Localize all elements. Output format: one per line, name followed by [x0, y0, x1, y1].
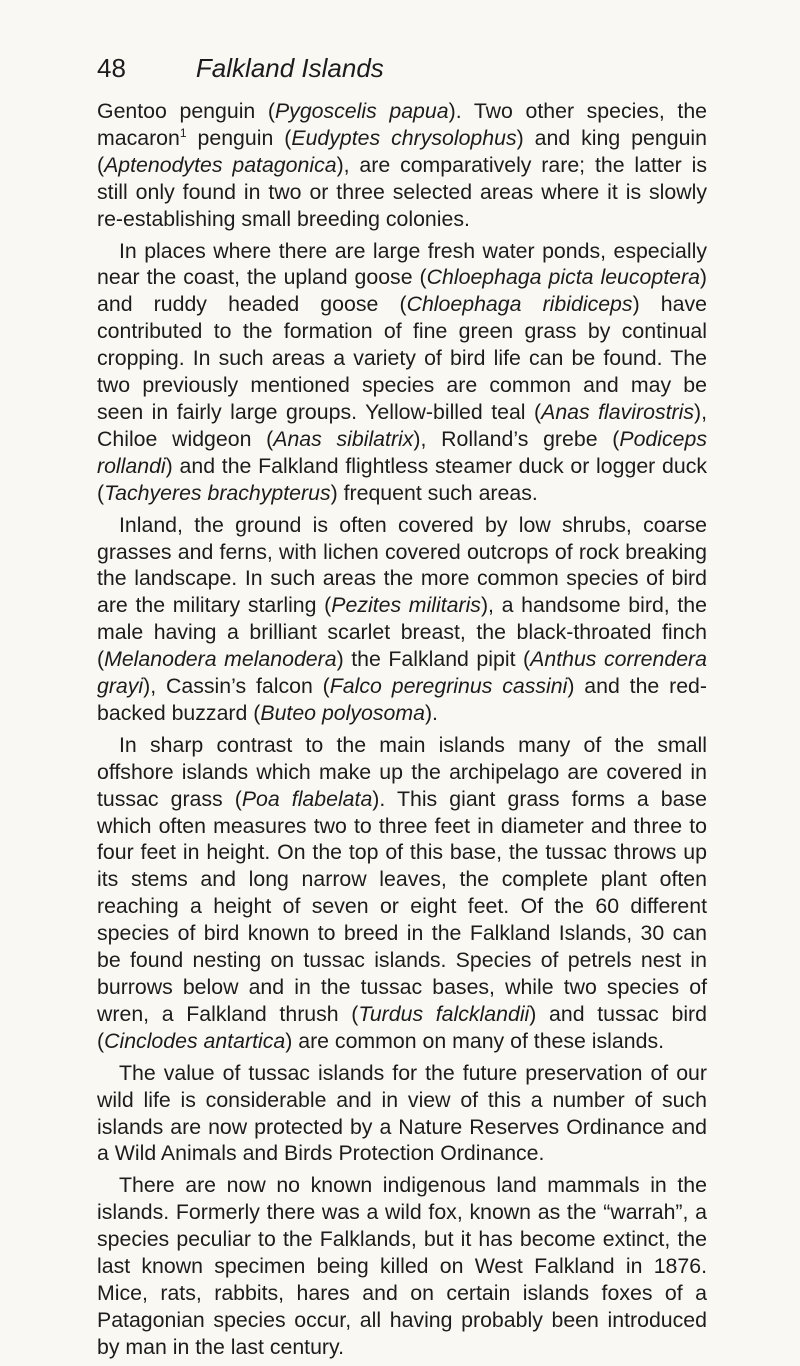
species-name: Tachyeres brachypterus	[104, 480, 331, 505]
book-page	[97, 52, 707, 1366]
text-run: ) the Falkland pipit (	[336, 647, 531, 672]
text-run: ) and the Falkland flightless steamer duck or logger duck (	[97, 453, 707, 505]
text-run: There are now no known indigenous land mammals in the islands. Formerly there was a wild fox, known as the “warrah”, a species peculiar to the Falklands, but it has become extinct, the last known specimen being killed on West Falkland in 1876. Mice, rats, rabbits, hares and on certain islands foxes of a Patagonian species occur, all having probably been introduced by man in the last century.	[97, 1173, 707, 1359]
paragraph	[97, 98, 707, 233]
text-run: ), Rolland’s grebe (	[413, 426, 620, 451]
species-name: Melanodera melanodera	[104, 647, 337, 672]
species-name: Cinclodes antartica	[104, 1028, 286, 1053]
species-name: Anthus correndera grayi	[97, 647, 707, 699]
paragraph	[97, 1172, 707, 1360]
species-name: Pygoscelis papua	[274, 99, 449, 123]
text-run: ) and tussac bird (	[97, 1001, 707, 1053]
species-name: Chloephaga picta leucoptera	[426, 265, 700, 290]
paragraph	[97, 1060, 707, 1168]
text-run: ) and ruddy headed goose (	[97, 265, 708, 317]
species-name: Anas flavirostris	[541, 399, 694, 424]
text-run: ).	[424, 700, 438, 725]
page-header	[97, 52, 707, 84]
body-text	[97, 98, 707, 1361]
text-run: In places where there are large fresh water ponds, especially near the coast, the upland goose (	[97, 238, 707, 290]
species-name: Poa flabelata	[241, 786, 373, 811]
species-name: Aptenodytes patagonica	[104, 152, 337, 177]
text-run: ), Chiloe widgeon (	[97, 399, 707, 451]
species-name: Buteo polyosoma	[260, 700, 425, 725]
species-name: Anas sibilatrix	[273, 426, 414, 451]
footnote-marker: 1	[179, 125, 187, 140]
species-name: Podiceps rollandi	[97, 426, 707, 478]
text-run: ). Two other species, the macaron	[97, 99, 708, 150]
text-run: Inland, the ground is often covered by low shrubs, coarse grasses and ferns, with lichen covered outcrops of rock breaking the landscape. In such areas the more common species of bird are the military starling (	[97, 512, 707, 618]
paragraph	[97, 512, 707, 727]
text-run: ), a handsome bird, the male having a brilliant scarlet breast, the black-throated finch (	[97, 593, 707, 672]
paragraph	[97, 732, 707, 1055]
text-run: ) frequent such areas.	[330, 480, 538, 505]
text-run: ) and king penguin (	[97, 125, 707, 177]
text-run: ). This giant grass forms a base which often measures two to three feet in diameter and three to four feet in height. On the top of this base, the tussac throws up its stems and long narrow leaves, the complete plant often reaching a height of seven or eight feet. Of the 60 different species of bird known to breed in the Falkland Islands, 30 can be found nesting on tussac islands. Species of petrels nest in burrows below and in the tussac bases, while two species of wren, a Falkland thrush (	[97, 786, 707, 1026]
text-run: penguin (	[186, 125, 292, 150]
text-run: ) and the red-backed buzzard (	[97, 674, 707, 725]
text-run: ) have contributed to the formation of fine green grass by continual cropping. In such areas a variety of bird life can be found. The two previously mentioned species are common and may be seen in fairly large groups. Yellow-billed teal (	[97, 292, 707, 424]
species-name: Chloephaga ribidiceps	[406, 292, 633, 317]
paragraph	[97, 238, 707, 507]
text-run: The value of tussac islands for the future preservation of our wild life is considerable and in view of this a number of such islands are now protected by a Nature Reserves Ordinance and a Wild Animals and Birds Protection Ordinance.	[97, 1060, 707, 1166]
text-run: ), Cassin’s falcon (	[143, 674, 330, 699]
text-run: Gentoo penguin (	[97, 99, 275, 123]
running-head: Falkland Islands	[195, 53, 384, 83]
species-name: Eudyptes chrysolophus	[291, 125, 517, 150]
text-run: In sharp contrast to the main islands many of the small offshore islands which make up the archipelago are covered in tussac grass (	[97, 732, 707, 811]
page-number: 48	[97, 53, 126, 83]
text-run: ), are comparatively rare; the latter is still only found in two or three selected areas where it is slowly re-establishing small breeding colonies.	[97, 152, 707, 231]
species-name: Turdus falcklandii	[358, 1001, 530, 1026]
text-run: ) are common on many of these islands.	[285, 1028, 665, 1053]
species-name: Pezites militaris	[331, 593, 481, 618]
species-name: Falco peregrinus cassini	[329, 674, 568, 699]
